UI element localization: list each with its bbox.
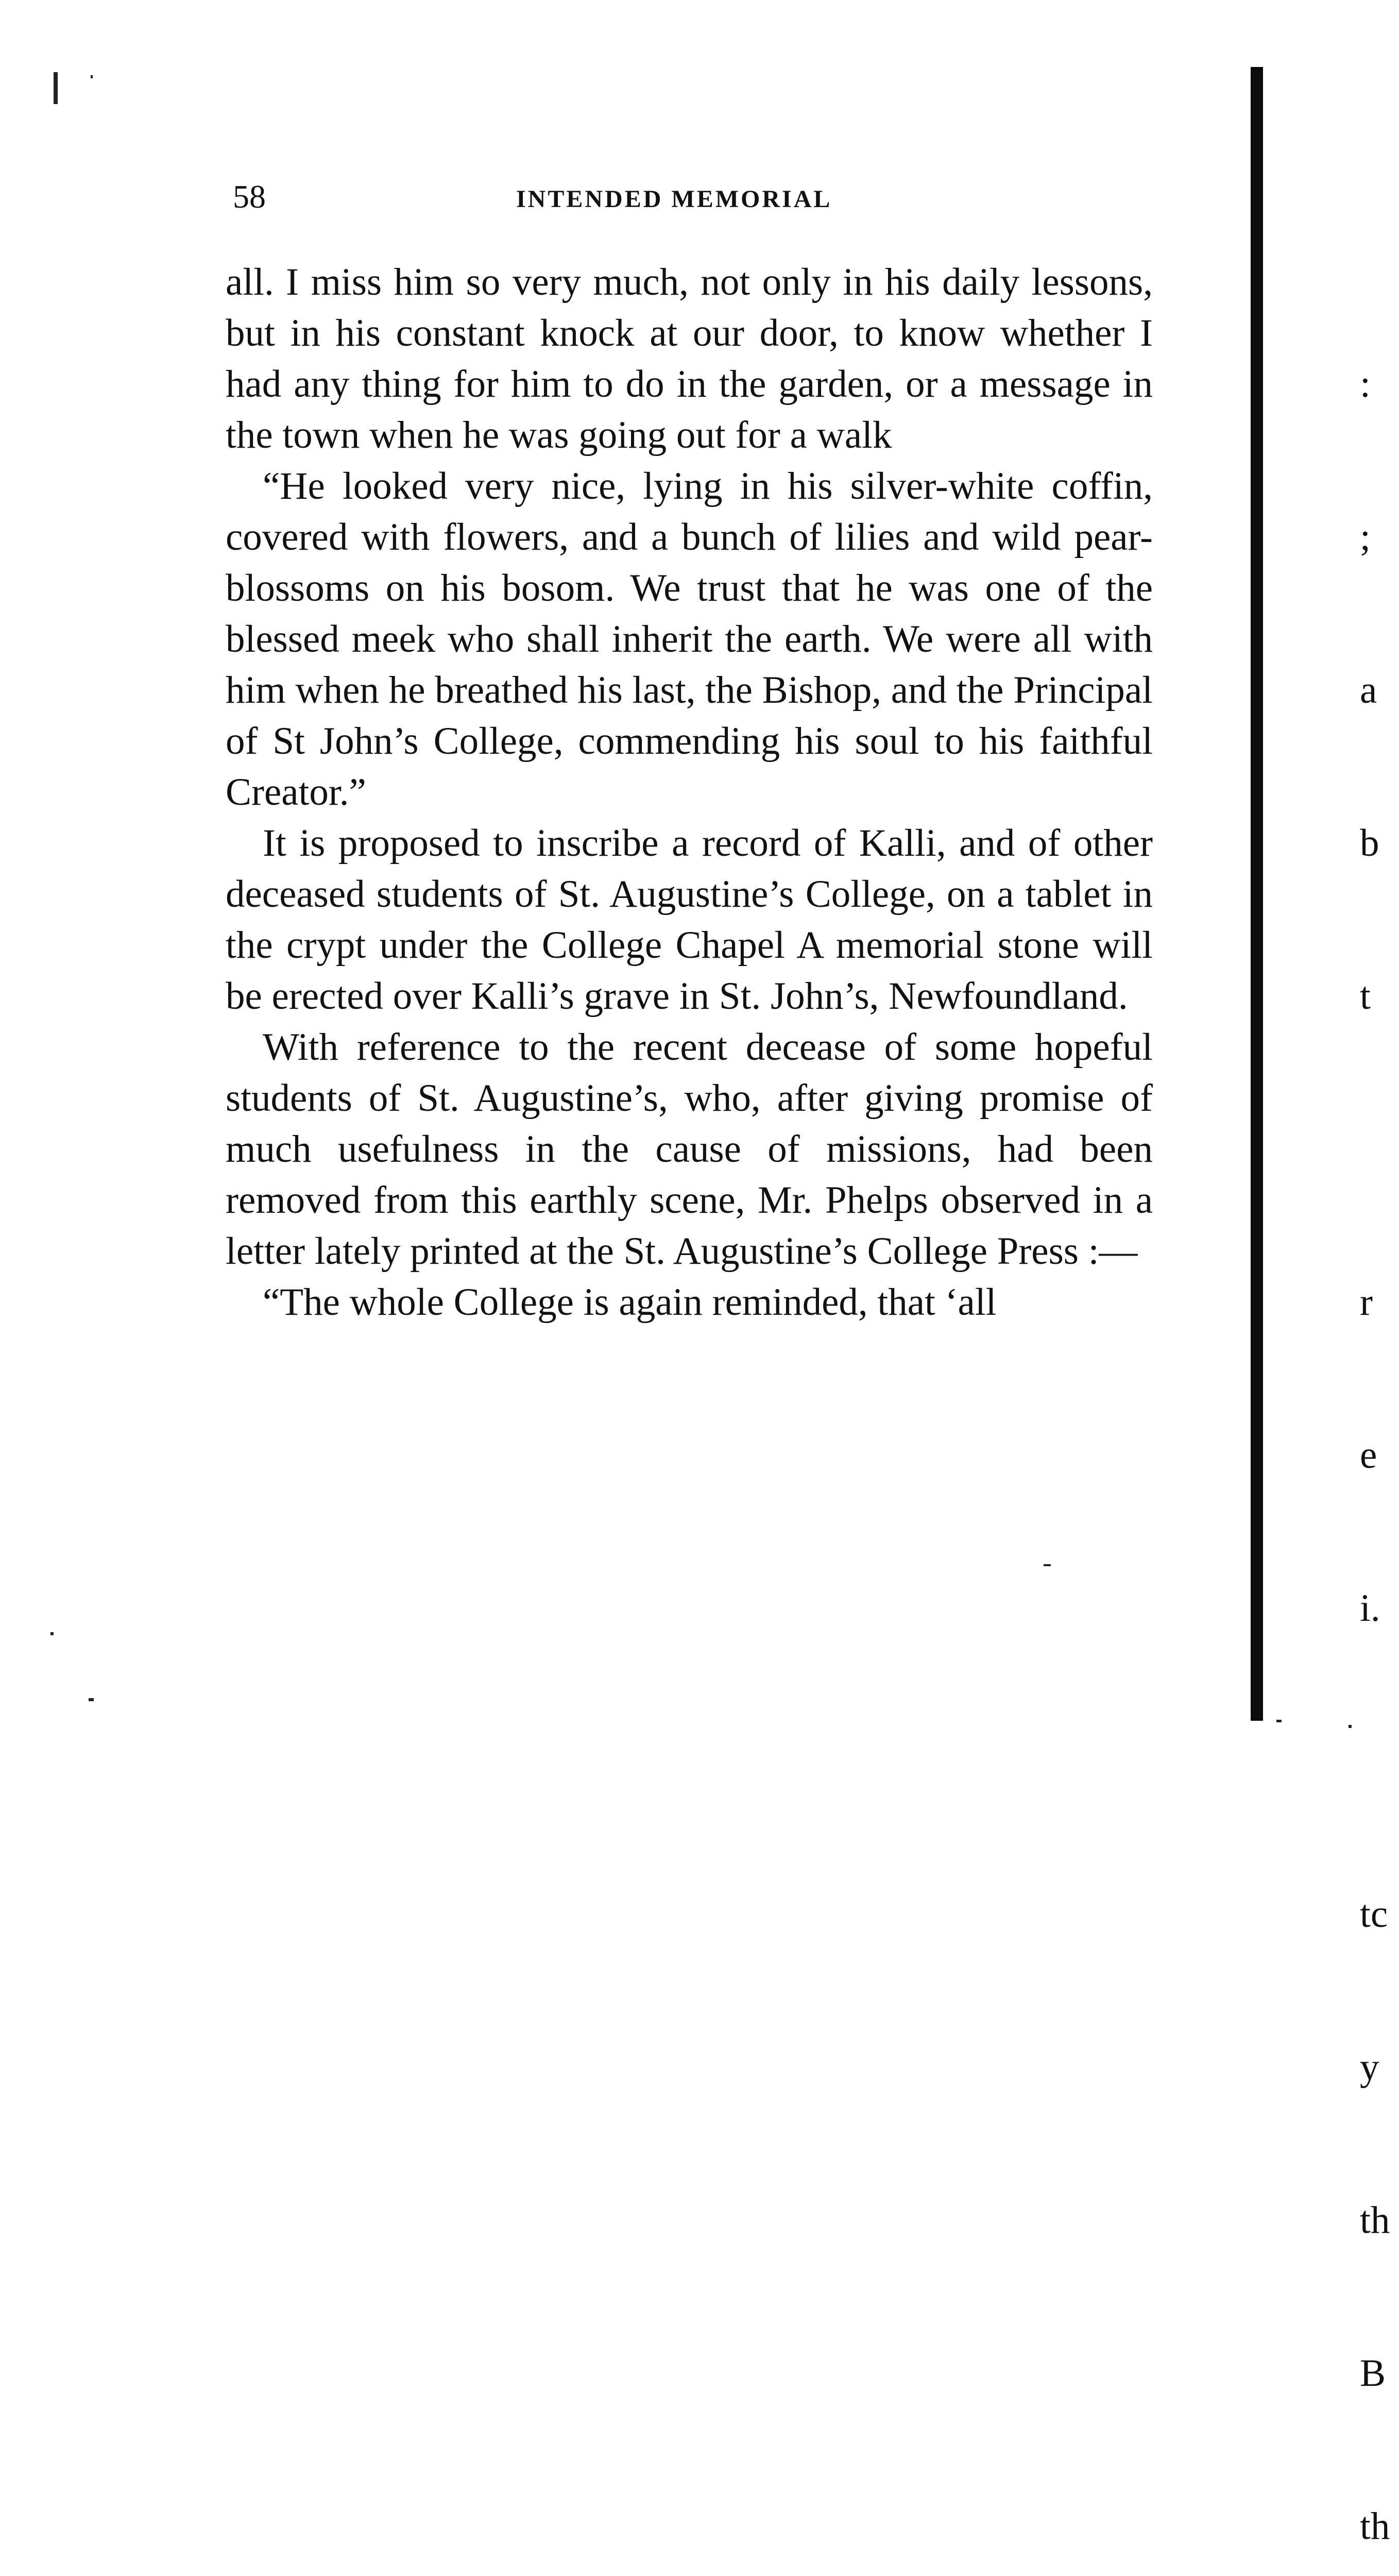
paragraph-phelps-reference: With reference to the recent decease of some hopeful students of St. Augustine’s, who, after giving promise of much usefulness in the cause of missions, had been removed from this earthly scene, Mr. Phelps observed in a letter lately printed at the St. Augustine’s College Press :—	[226, 1026, 1153, 1273]
page-number: 58	[233, 178, 266, 215]
fragment-line: B	[1360, 2352, 1386, 2395]
binding-edge-bar	[1251, 67, 1263, 1721]
scan-artifact	[91, 75, 93, 78]
scan-artifact	[50, 1632, 54, 1635]
paragraph-continued-letter: all. I miss him so very much, not only in his daily lessons, but in his constant knock at our door, to know whether I had any thing for him to do in the garden, or a message in the town when he was going out for a walk	[226, 261, 1153, 456]
page-body	[226, 257, 1153, 1328]
paragraph-quoted-letter: “He looked very nice, lying in his silver-white coffin, covered with flowers, and a bunch of lilies and wild pear-blossoms on his bosom. We trust that he was one of the blessed meek who shall inherit the earth. We were all with him when he breathed his last, the Bishop, and the Principal of St John’s College, commending his soul to his faithful Creator.”	[226, 465, 1153, 814]
scan-artifact	[1349, 1725, 1352, 1728]
fragment-line: i.	[1360, 1587, 1380, 1630]
fragment-line: b	[1360, 822, 1379, 865]
fragment-line: t	[1360, 975, 1371, 1018]
fragment-line: ;	[1360, 516, 1371, 558]
running-head	[227, 178, 1164, 224]
scan-artifact	[1044, 1564, 1051, 1566]
fragment-line	[1360, 1736, 1399, 1787]
fragment-line: y	[1360, 2046, 1379, 2089]
running-title: INTENDED MEMORIAL	[516, 185, 832, 213]
adjacent-page-fragment	[1360, 257, 1399, 2576]
fragment-line: a	[1360, 669, 1377, 711]
scan-artifact	[54, 72, 58, 104]
fragment-line: r	[1360, 1281, 1373, 1324]
paragraph-college-reminder: “The whole College is again reminded, that ‘all	[263, 1281, 997, 1324]
fragment-line: :	[1360, 363, 1371, 405]
fragment-line	[1360, 1124, 1399, 1175]
fragment-line: th	[1360, 2505, 1390, 2548]
fragment-line: th	[1360, 2199, 1390, 2242]
paragraph-memorial-proposal: It is proposed to inscribe a record of Kalli, and of other deceased students of St. Augustine’s College, on a tablet in the crypt under the College Chapel A memorial stone will be erected over Kalli’s grave in St. John’s, Newfoundland.	[226, 822, 1153, 1018]
scan-artifact	[89, 1698, 94, 1701]
fragment-line: e	[1360, 1434, 1377, 1477]
scan-artifact	[1276, 1720, 1282, 1722]
fragment-line: tc	[1360, 1893, 1388, 1936]
